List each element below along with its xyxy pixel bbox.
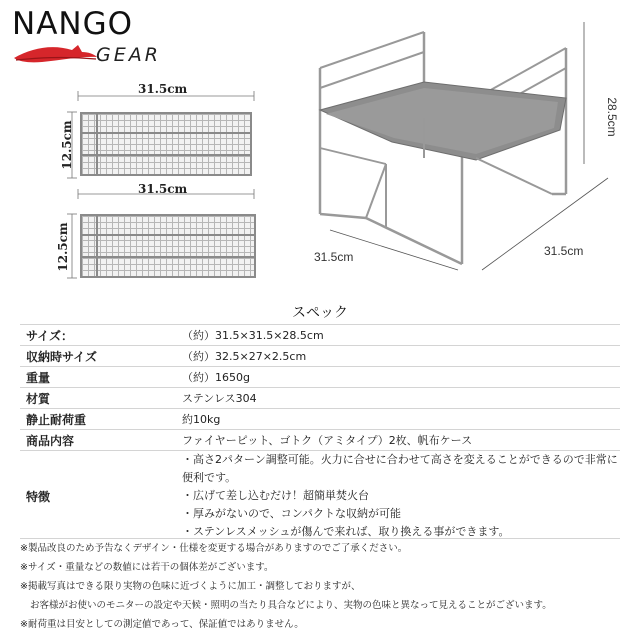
notes [20, 538, 620, 634]
brand-name: NANGO [12, 6, 134, 42]
spec-value: （約）32.5×27×2.5cm [176, 346, 620, 367]
spec-table [20, 324, 620, 541]
grill-width-label: 31.5cm [138, 182, 188, 196]
grill-mesh [80, 112, 252, 176]
feature-line: ・高さ2パターン調整可能。火力に合せに合わせて高さを変えることができるので非常に [182, 453, 618, 466]
spec-value: ファイヤーピット、ゴトク（アミタイプ）2枚、帆布ケース [176, 430, 620, 451]
note-line: ※掲載写真はできる限り実物の色味に近づくように加工・調整しておりますが、 [20, 581, 361, 592]
product-width-label: 31.5cm [314, 250, 354, 264]
spec-label: 静止耐荷重 [20, 409, 176, 430]
spec-label: 収納時サイズ [20, 346, 176, 367]
note-line: ※耐荷重は目安としての測定値であって、保証値ではありません。 [20, 619, 304, 630]
brand-sub: GEAR [96, 44, 161, 66]
brand-logo [12, 6, 162, 68]
spec-label: 特徴 [20, 451, 176, 542]
table-row [20, 430, 620, 451]
product-depth-label: 31.5cm [544, 244, 584, 258]
grill-mesh [80, 214, 256, 278]
spec-label: 材質 [20, 388, 176, 409]
table-row [20, 325, 620, 346]
grill-height-label: 12.5cm [56, 222, 70, 272]
note-line: お客様がお使いのモニターの設定や天候・照明の当たり具合などにより、実物の色味と異なって見えることがございます。 [30, 600, 552, 611]
table-row [20, 409, 620, 430]
note-line: ※サイズ・重量などの数値には若干の個体差がございます。 [20, 562, 274, 573]
spec-features [176, 451, 620, 542]
product-height-label: 28.5cm [605, 97, 619, 137]
spec-title: スペック [292, 305, 348, 321]
note-line: ※製品改良のため予告なくデザイン・仕様を変更する場合がありますのでご了承ください。 [20, 543, 408, 554]
brand-swoosh-icon [12, 42, 98, 64]
spec-value: ステンレス304 [176, 388, 620, 409]
feature-line: ・広げて差し込むだけ！超簡単焚火台 [182, 489, 369, 502]
table-row [20, 367, 620, 388]
feature-line: 便利です。 [182, 471, 237, 484]
table-row [20, 451, 620, 542]
spec-label: 重量 [20, 367, 176, 388]
spec-label: 商品内容 [20, 430, 176, 451]
spec-label: サイズ： [20, 325, 176, 346]
feature-line: ・ステンレスメッシュが傷んで来れば、取り換える事ができます。 [182, 525, 510, 538]
grill-height-label: 12.5cm [60, 120, 74, 170]
table-row [20, 346, 620, 367]
spec-value: （約）31.5×31.5×28.5cm [176, 325, 620, 346]
spec-value: （約）1650g [176, 367, 620, 388]
fire-pit-illustration [296, 18, 626, 280]
spec-value: 約10kg [176, 409, 620, 430]
table-row [20, 388, 620, 409]
grill-width-label: 31.5cm [138, 82, 188, 96]
feature-line: ・厚みがないので、コンパクトな収納が可能 [182, 507, 402, 520]
